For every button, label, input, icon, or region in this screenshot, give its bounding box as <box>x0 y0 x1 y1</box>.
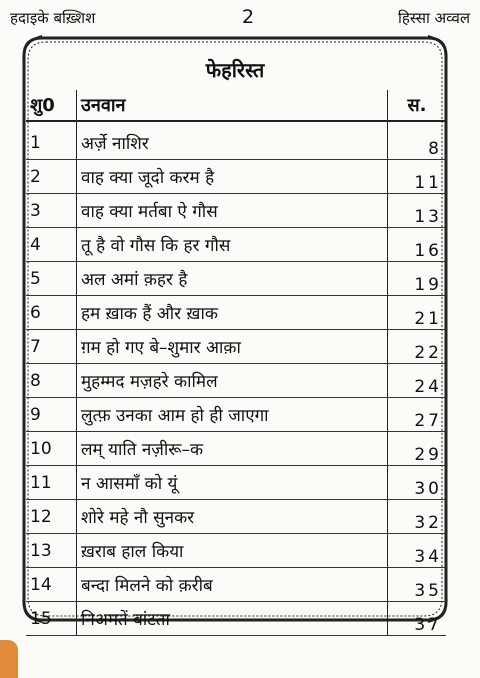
row-page: 29 <box>388 432 447 466</box>
row-number: 3 <box>26 194 77 228</box>
row-page: 8 <box>388 121 447 160</box>
row-title: अर्ज़े नाशिर <box>77 121 388 160</box>
row-number: 13 <box>26 534 77 568</box>
row-number: 4 <box>26 228 77 262</box>
row-title: मुहम्मद मज़हरे कामिल <box>77 364 388 398</box>
row-title: निअमतें बांटता <box>77 602 388 636</box>
row-title: न आसमाँ को यूं <box>77 466 388 500</box>
row-page: 35 <box>388 568 447 602</box>
row-number: 9 <box>26 398 77 432</box>
row-number: 11 <box>26 466 77 500</box>
row-number: 5 <box>26 262 77 296</box>
row-title: वाह क्या मर्तबा ऐ गौस <box>77 194 388 228</box>
row-page: 22 <box>388 330 447 364</box>
table-row <box>26 262 446 296</box>
toc-header-row <box>26 90 446 121</box>
page-number: 2 <box>242 6 255 28</box>
row-page: 32 <box>388 500 447 534</box>
row-number: 10 <box>26 432 77 466</box>
row-page: 27 <box>388 398 447 432</box>
table-row <box>26 534 446 568</box>
row-page: 16 <box>388 228 447 262</box>
row-title: ख़राब हाल किया <box>77 534 388 568</box>
row-page: 24 <box>388 364 447 398</box>
toc-frame <box>20 34 450 635</box>
table-row <box>26 466 446 500</box>
row-page: 13 <box>388 194 447 228</box>
row-page: 34 <box>388 534 447 568</box>
row-title: ग़म हो गए बे–शुमार आक़ा <box>77 330 388 364</box>
column-header-title: उनवान <box>77 90 388 121</box>
row-title: लुत्फ़ उनका आम हो ही जाएगा <box>77 398 388 432</box>
table-row <box>26 364 446 398</box>
row-number: 8 <box>26 364 77 398</box>
table-row <box>26 160 446 194</box>
column-header-page: स. <box>388 90 447 121</box>
table-row <box>26 568 446 602</box>
row-page: 30 <box>388 466 447 500</box>
row-title: तू है वो गौस कि हर गौस <box>77 228 388 262</box>
row-number: 14 <box>26 568 77 602</box>
table-row <box>26 432 446 466</box>
page-header <box>10 6 470 30</box>
table-row <box>26 500 446 534</box>
row-number: 6 <box>26 296 77 330</box>
table-row <box>26 121 446 160</box>
row-page: 21 <box>388 296 447 330</box>
table-row <box>26 330 446 364</box>
row-number: 15 <box>26 602 77 636</box>
row-number: 12 <box>26 500 77 534</box>
row-page: 11 <box>388 160 447 194</box>
row-page: 19 <box>388 262 447 296</box>
row-number: 1 <box>26 121 77 160</box>
row-title: अल अमां क़हर है <box>77 262 388 296</box>
row-title: लम् याति नज़ीरू–क <box>77 432 388 466</box>
toc-table <box>26 90 446 636</box>
row-title: शोरे महे नौ सुनकर <box>77 500 388 534</box>
row-title: वाह क्या जूदो करम है <box>77 160 388 194</box>
table-row <box>26 228 446 262</box>
section-title: हिस्सा अव्वल <box>398 9 470 27</box>
page-edge <box>0 640 18 678</box>
toc-title: फेहरिस्त <box>205 58 265 82</box>
table-row <box>26 398 446 432</box>
row-number: 7 <box>26 330 77 364</box>
table-row <box>26 602 446 636</box>
table-row <box>26 296 446 330</box>
row-title: बन्दा मिलने को क़रीब <box>77 568 388 602</box>
row-title: हम ख़ाक हैं और ख़ाक <box>77 296 388 330</box>
row-page: 37 <box>388 602 447 636</box>
table-row <box>26 194 446 228</box>
column-header-number: शु0 <box>26 90 77 121</box>
row-number: 2 <box>26 160 77 194</box>
book-title: हदाइके बख़्शिश <box>10 9 96 27</box>
